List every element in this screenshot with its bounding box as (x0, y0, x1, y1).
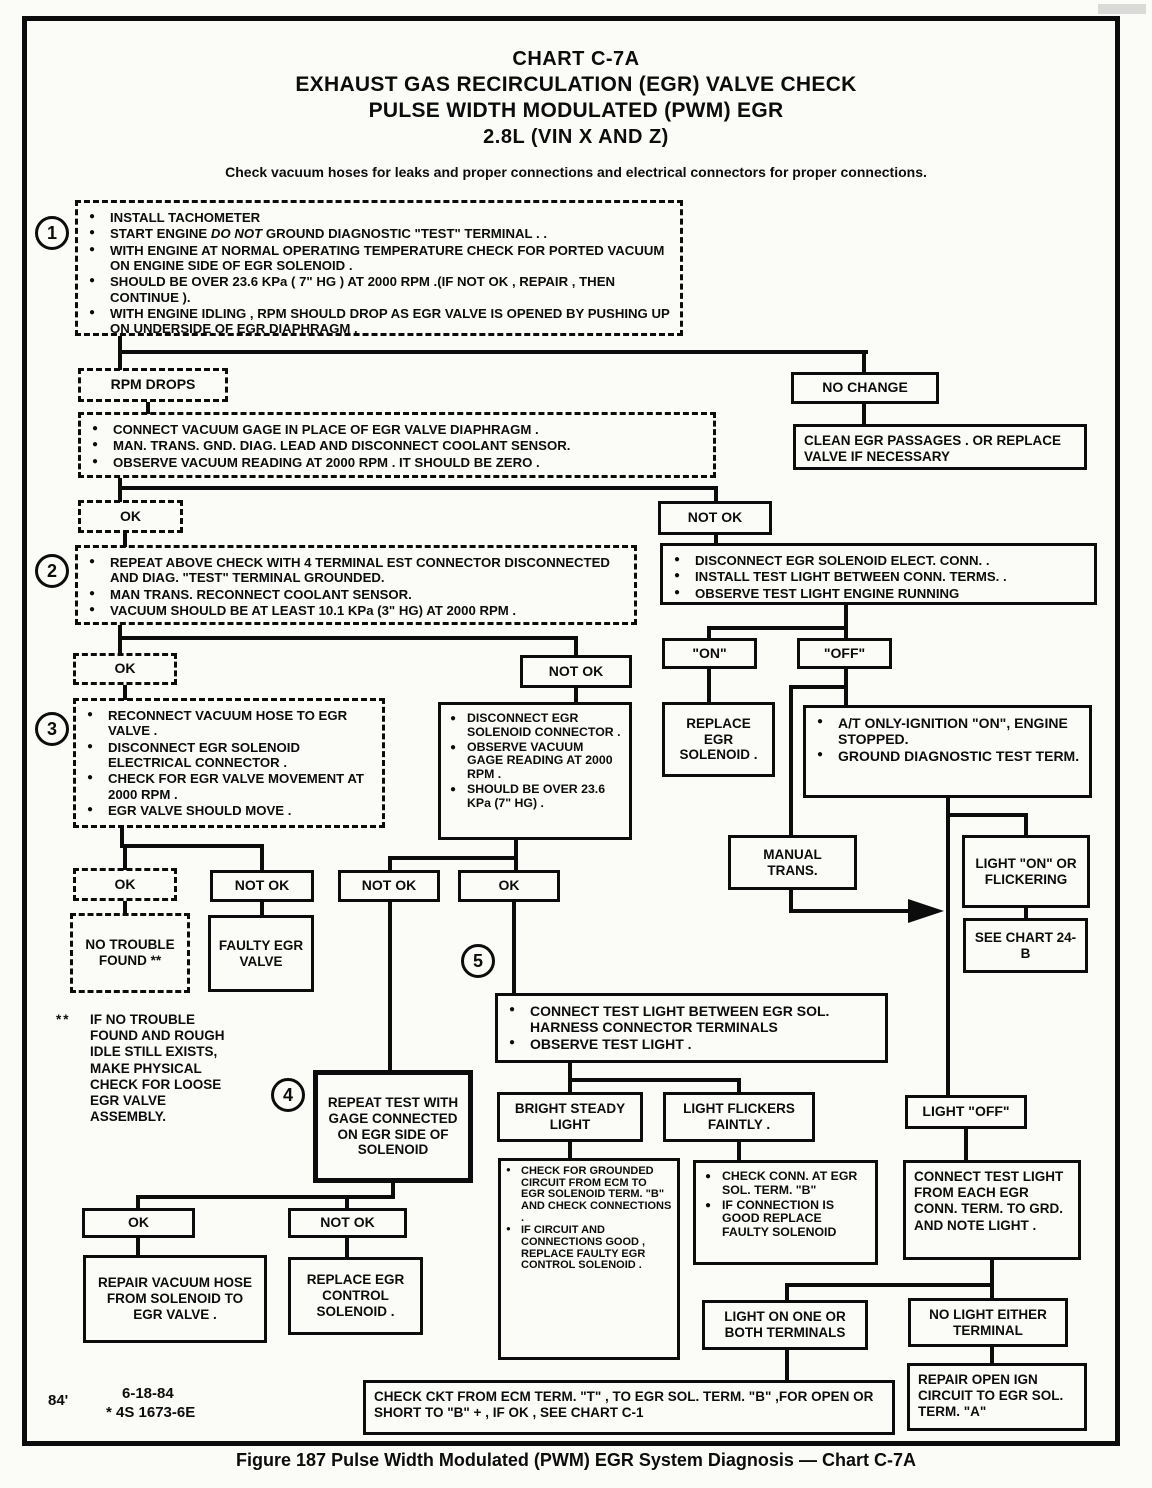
step2-bullet-1: ● REPEAT ABOVE CHECK WITH 4 TERMINAL EST CONNECTOR DISCONNECTED AND DIAG. "TEST" TERMINAL GROUNDED. (84, 555, 626, 586)
connector (707, 669, 711, 704)
connector (388, 856, 392, 870)
step1-bullet-2 (84, 226, 672, 241)
step3-bullet-1: ● RECONNECT VACUUM HOSE TO EGR VALVE . (82, 708, 374, 739)
at-bullet-1: ● A/T ONLY-IGNITION "ON", ENGINE STOPPED. (812, 715, 1081, 747)
connector (990, 1260, 994, 1285)
flow-box-replace-egr-solenoid: REPLACE EGR SOLENOID . (662, 702, 775, 777)
step-circle-2: 2 (35, 554, 69, 588)
connector (737, 1142, 741, 1160)
decision-ok-2: OK (73, 653, 177, 685)
elect-bullet-1: ● DISCONNECT EGR SOLENOID ELECT. CONN. . (669, 553, 1086, 568)
elect-bullet-2: ● INSTALL TEST LIGHT BETWEEN CONN. TERMS. . (669, 569, 1086, 584)
flow-box-step1 (75, 200, 683, 336)
scan-artifact (1098, 4, 1146, 14)
connector (568, 1142, 572, 1158)
connector (714, 535, 718, 545)
decision-not-ok-4: NOT OK (338, 870, 440, 902)
title-block (60, 46, 1092, 150)
decision-off: "OFF" (797, 638, 892, 669)
footer-date: 6-18-84 (122, 1385, 174, 1402)
chart-subtitle-1: EXHAUST GAS RECIRCULATION (EGR) VALVE CHECK (295, 73, 857, 96)
connector (345, 1238, 349, 1257)
connector (707, 626, 711, 640)
flow-box-no-trouble-found: NO TROUBLE FOUND ** (70, 913, 190, 993)
footnote (56, 1012, 276, 1125)
connector (123, 901, 127, 915)
chart-subtitle-3: 2.8L (VIN X AND Z) (483, 126, 669, 148)
flow-box-at-only (803, 705, 1092, 798)
connector (789, 685, 793, 837)
flow-box-disconnect-elect-conn (660, 543, 1097, 605)
checkconn-bullet-2: ● IF CONNECTION IS GOOD REPLACE FAULTY SOLENOID (702, 1199, 867, 1240)
step1-b2-pre: START ENGINE (110, 226, 211, 242)
step-circle-3: 3 (35, 712, 69, 746)
flow-box-step2 (75, 545, 637, 625)
step1-bullet-1: ● INSTALL TACHOMETER (84, 210, 672, 225)
flow-box-see-chart-24b: SEE CHART 24-B (963, 918, 1088, 973)
flow-box-replace-control-solenoid: REPLACE EGR CONTROL SOLENOID . (288, 1257, 423, 1335)
grounded-bullet-1: ● CHECK FOR GROUNDED CIRCUIT FROM ECM TO EGR SOLENOID TERM. "B" AND CHECK CONNECTIONS . (503, 1166, 673, 1224)
connector (707, 626, 848, 630)
decision-on: "ON" (662, 638, 757, 669)
flow-box-repair-vacuum-hose: REPAIR VACUUM HOSE FROM SOLENOID TO EGR VALVE . (83, 1255, 267, 1343)
grounded-bullet-2: ● IF CIRCUIT AND CONNECTIONS GOOD , REPLACE FAULTY EGR CONTROL SOLENOID . (503, 1225, 673, 1272)
flow-box-check-ckt-ecm: CHECK CKT FROM ECM TERM. "T" , TO EGR SOL. TERM. "B" ,FOR OPEN OR SHORT TO "B" + , IF OK , SEE CHART C-1 (363, 1380, 895, 1435)
connector (388, 856, 518, 860)
connector (844, 626, 848, 640)
conn-bullet-1: ● DISCONNECT EGR SOLENOID CONNECTOR . (447, 712, 621, 740)
footer-year: 84' (48, 1392, 69, 1409)
connector (136, 1195, 395, 1199)
step1-bullet-5: ● WITH ENGINE IDLING , RPM SHOULD DROP AS EGR VALVE IS OPENED BY PUSHING UP ON UNDERSIDE OF EGR DIAPHRAGM . (84, 306, 672, 337)
decision-ok-5: OK (82, 1208, 195, 1238)
connector (136, 1238, 140, 1255)
connector (789, 909, 912, 913)
connector (118, 636, 578, 640)
connector (118, 478, 122, 502)
decision-not-ok-3: NOT OK (210, 870, 314, 902)
connector (714, 486, 718, 503)
step3-bullet-3: ● CHECK FOR EGR VALVE MOVEMENT AT 2000 RPM . (82, 771, 374, 802)
connector (844, 685, 848, 707)
step2-bullet-2: ● MAN TRANS. RECONNECT COOLANT SENSOR. (84, 587, 626, 602)
connector (568, 1078, 572, 1092)
flow-box-check-conn-term-b (693, 1160, 878, 1265)
step1-b2-post: GROUND DIAGNOSTIC "TEST" TERMINAL . . (262, 226, 547, 242)
flow-box-manual-trans: MANUAL TRANS. (728, 835, 857, 890)
connector (514, 856, 518, 870)
decision-ok-1: OK (78, 500, 183, 533)
footnote-marker: ** (56, 1012, 71, 1027)
connector (844, 605, 848, 628)
decision-bright-steady-light: BRIGHT STEADY LIGHT (497, 1092, 643, 1142)
at-bullet-2: ● GROUND DIAGNOSTIC TEST TERM. (812, 748, 1081, 764)
decision-ok-4: OK (458, 870, 560, 902)
chart-title: CHART C-7A (512, 48, 640, 70)
footer-code: * 4S 1673-6E (106, 1404, 196, 1421)
decision-light-one-both: LIGHT ON ONE OR BOTH TERMINALS (702, 1300, 868, 1350)
flow-box-repeat-test: REPEAT TEST WITH GAGE CONNECTED ON EGR SIDE OF SOLENOID (313, 1070, 473, 1183)
decision-rpm-drops: RPM DROPS (78, 368, 228, 402)
flow-box-disconnect-solenoid-connector (438, 702, 632, 840)
flow-box-clean-egr-passages: CLEAN EGR PASSAGES . OR REPLACE VALVE IF NECESSARY (793, 424, 1087, 470)
connector (737, 1078, 741, 1092)
flow-box-repair-open-ign: REPAIR OPEN IGN CIRCUIT TO EGR SOL. TERM. "A" (907, 1363, 1087, 1431)
connector (118, 625, 122, 655)
connector (574, 688, 578, 704)
step1-bullet-4: ● SHOULD BE OVER 23.6 KPa ( 7" HG ) AT 2000 RPM .(IF NOT OK , REPAIR , THEN CONTINUE ). (84, 274, 672, 305)
connector (260, 844, 264, 872)
connector (964, 1129, 968, 1160)
connector (990, 1347, 994, 1363)
connector (785, 1283, 994, 1287)
connector (123, 844, 127, 870)
connector (260, 902, 264, 915)
step-circle-5: 5 (461, 944, 495, 978)
connector (123, 533, 127, 547)
flow-box-faulty-egr-valve: FAULTY EGR VALVE (208, 915, 314, 992)
connector (946, 813, 1028, 817)
connector (785, 1350, 789, 1380)
flow-box-connect-vacuum-gage (78, 412, 716, 478)
arrowhead-right (908, 899, 944, 923)
connector (345, 1195, 349, 1208)
step1-b2-em: DO NOT (210, 226, 263, 242)
connector (946, 798, 950, 1097)
decision-light-flickers-faintly: LIGHT FLICKERS FAINTLY . (663, 1092, 815, 1142)
decision-ok-3: OK (73, 868, 177, 901)
connector (123, 685, 127, 700)
connector (1024, 813, 1028, 837)
test-bullet-2: ● OBSERVE TEST LIGHT . (504, 1036, 877, 1052)
figure-caption: Figure 187 Pulse Width Modulated (PWM) EGR System Diagnosis — Chart C-7A (236, 1450, 916, 1470)
decision-no-change: NO CHANGE (791, 372, 939, 404)
elect-bullet-3: ● OBSERVE TEST LIGHT ENGINE RUNNING (669, 586, 1086, 601)
decision-not-ok-5: NOT OK (288, 1208, 407, 1238)
checkconn-bullet-1: ● CHECK CONN. AT EGR SOL. TERM. "B" (702, 1170, 867, 1198)
gage-bullet-1: ● CONNECT VACUUM GAGE IN PLACE OF EGR VALVE DIAPHRAGM . (87, 422, 705, 437)
step1-bullet-3: ● WITH ENGINE AT NORMAL OPERATING TEMPERATURE CHECK FOR PORTED VACUUM ON ENGINE SIDE OF EGR SOLENOID . (84, 243, 672, 274)
test-bullet-1: ● CONNECT TEST LIGHT BETWEEN EGR SOL. HARNESS CONNECTOR TERMINALS (504, 1003, 877, 1035)
connector (118, 486, 718, 490)
decision-light-on-flickering: LIGHT "ON" OR FLICKERING (962, 835, 1090, 908)
connector (512, 902, 516, 993)
flow-box-connect-test-light (495, 993, 888, 1063)
decision-not-ok-2: NOT OK (520, 655, 632, 688)
decision-light-off: LIGHT "OFF" (905, 1095, 1027, 1129)
step3-bullet-4: ● EGR VALVE SHOULD MOVE . (82, 803, 374, 818)
flow-box-check-grounded-circuit (498, 1158, 680, 1360)
connector (118, 350, 868, 354)
connector (574, 636, 578, 657)
conn-bullet-2: ● OBSERVE VACUUM GAGE READING AT 2000 RPM . (447, 741, 621, 782)
flow-box-step3 (73, 698, 385, 828)
gage-bullet-2: ● MAN. TRANS. GND. DIAG. LEAD AND DISCONNECT COOLANT SENSOR. (87, 438, 705, 453)
decision-not-ok-1: NOT OK (658, 501, 772, 535)
step3-bullet-2: ● DISCONNECT EGR SOLENOID ELECTRICAL CONNECTOR . (82, 740, 374, 771)
connector (862, 404, 866, 426)
decision-no-light-either: NO LIGHT EITHER TERMINAL (908, 1298, 1068, 1347)
connector (990, 1283, 994, 1298)
connector (388, 902, 392, 1070)
step-circle-4: 4 (271, 1078, 305, 1112)
gage-bullet-3: ● OBSERVE VACUUM READING AT 2000 RPM . IT SHOULD BE ZERO . (87, 455, 705, 470)
step2-bullet-3: ● VACUUM SHOULD BE AT LEAST 10.1 KPa (3" HG) AT 2000 RPM . (84, 603, 626, 618)
connector (146, 402, 150, 414)
connector (785, 1283, 789, 1300)
connector (568, 1078, 741, 1082)
conn-bullet-3: ● SHOULD BE OVER 23.6 KPa (7" HG) . (447, 783, 621, 811)
connector (1024, 908, 1028, 920)
chart-subtitle-2: PULSE WIDTH MODULATED (PWM) EGR (368, 99, 784, 122)
connector (136, 1195, 140, 1208)
flow-box-connect-each-terminal: CONNECT TEST LIGHT FROM EACH EGR CONN. TERM. TO GRD. AND NOTE LIGHT . (903, 1160, 1081, 1260)
connector (862, 350, 866, 374)
step-circle-1: 1 (35, 216, 69, 250)
connector (120, 844, 264, 848)
preliminary-note: Check vacuum hoses for leaks and proper connections and electrical connectors for proper connections. (225, 164, 927, 180)
footnote-text: IF NO TROUBLE FOUND AND ROUGH IDLE STILL EXISTS, MAKE PHYSICAL CHECK FOR LOOSE EGR VALVE ASSEMBLY. (90, 1012, 225, 1125)
connector (789, 685, 848, 689)
